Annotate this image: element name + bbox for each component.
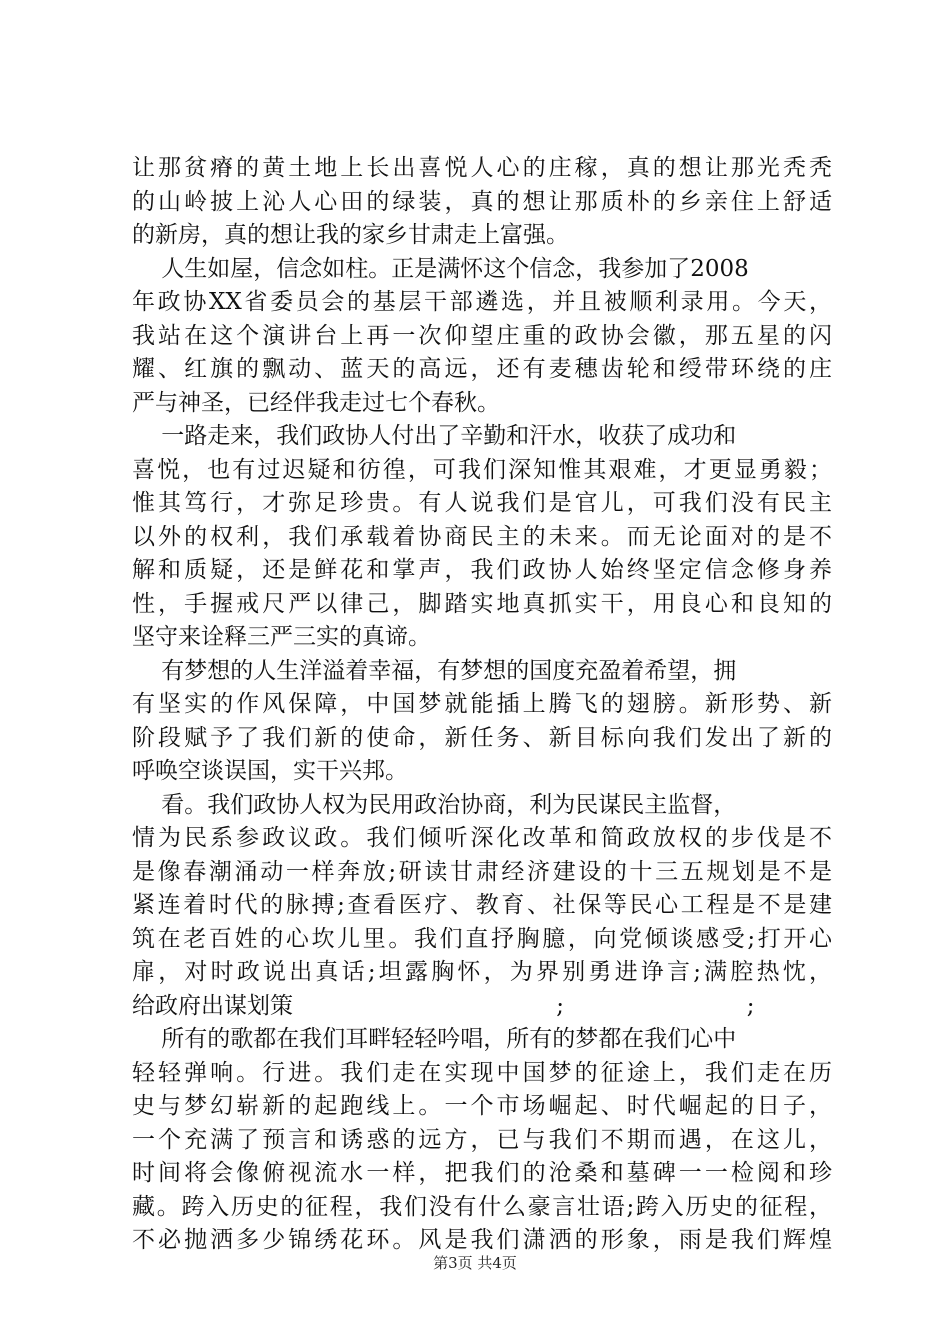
text-line: 一个充满了预言和诱惑的远方，已与我们不期而遇，在这儿，: [132, 1126, 832, 1153]
text-line: 时间将会像俯视流水一样，把我们的沧桑和墓碑一一检阅和珍: [132, 1160, 832, 1186]
text-line: 藏。跨入历史的征程，我们没有什么豪言壮语;跨入历史的征程，: [132, 1193, 832, 1220]
text-line: 轻轻弹响。行进。我们走在实现中国梦的征途上，我们走在历: [132, 1059, 832, 1086]
text-line: 所有的歌都在我们耳畔轻轻吟唱，所有的梦都在我们心中: [132, 1026, 737, 1052]
text-line: 我站在这个演讲台上再一次仰望庄重的政协会徽，那五星的闪: [132, 322, 832, 349]
text-line: 紧连着时代的脉搏;查看医疗、教育、社保等民心工程是不是建: [132, 892, 832, 918]
text-line: 年政协XX省委员会的基层干部遴选，并且被顺利录用。今天，: [132, 289, 832, 315]
text-line: 的山岭披上沁人心田的绿装，真的想让那质朴的乡亲住上舒适: [132, 188, 832, 215]
text-line: 耀、红旗的飘动、蓝天的高远，还有麦穗齿轮和绶带环绕的庄: [132, 356, 832, 382]
text-line: 坚守来诠释三严三实的真谛。: [132, 624, 431, 650]
text-line: 惟其笃行，才弥足珍贵。有人说我们是官儿，可我们没有民主: [132, 490, 832, 516]
text-line: 给政府出谋划策 ; ;: [132, 992, 755, 1019]
text-line: 筑在老百姓的心坎儿里。我们直抒胸臆，向党倾谈感受;打开心: [132, 925, 832, 952]
text-line: 解和质疑，还是鲜花和掌声，我们政协人始终坚定信念修身养: [132, 557, 832, 583]
text-line: 人生如屋，信念如柱。正是满怀这个信念，我参加了2008: [132, 255, 749, 282]
text-line: 不必抛洒多少锦绣花环。风是我们潇洒的形象，雨是我们辉煌: [132, 1227, 832, 1253]
text-line: 看。我们政协人权为民用政治协商，利为民谋民主监督，: [132, 791, 737, 818]
text-line: 有坚实的作风保障，中国梦就能插上腾飞的翅膀。新形势、新: [132, 691, 832, 717]
text-line: 性，手握戒尺严以律己，脚踏实地真抓实干，用良心和良知的: [132, 590, 832, 617]
body-text: [132, 152, 832, 1258]
text-line: 阶段赋予了我们新的使命，新任务、新目标向我们发出了新的: [132, 724, 832, 751]
text-line: 让那贫瘠的黄土地上长出喜悦人心的庄稼，真的想让那光秃秃: [132, 155, 832, 181]
text-line: 严与神圣，已经伴我走过七个春秋。: [132, 389, 500, 416]
text-line: 以外的权利，我们承载着协商民主的未来。而无论面对的是不: [132, 523, 832, 550]
text-line: 扉，对时政说出真话;坦露胸怀，为界别勇进诤言;满腔热忱，: [132, 959, 832, 985]
text-line: 是像春潮涌动一样奔放;研读甘肃经济建设的十三五规划是不是: [132, 858, 832, 885]
text-line: 的新房，真的想让我的家乡甘肃走上富强。: [132, 222, 569, 248]
text-line: 有梦想的人生洋溢着幸福，有梦想的国度充盈着希望，拥: [132, 657, 737, 684]
page-footer: 第3页 共4页: [433, 1254, 517, 1272]
text-line: 一路走来，我们政协人付出了辛勤和汗水，收获了成功和: [132, 423, 737, 449]
text-line: 史与梦幻崭新的起跑线上。一个市场崛起、时代崛起的日子，: [132, 1093, 832, 1119]
text-line: 呼唤空谈误国，实干兴邦。: [132, 758, 408, 784]
text-line: 情为民系参政议政。我们倾听深化改革和简政放权的步伐是不: [132, 825, 832, 851]
text-line: 喜悦，也有过迟疑和彷徨，可我们深知惟其艰难，才更显勇毅；: [132, 456, 832, 483]
